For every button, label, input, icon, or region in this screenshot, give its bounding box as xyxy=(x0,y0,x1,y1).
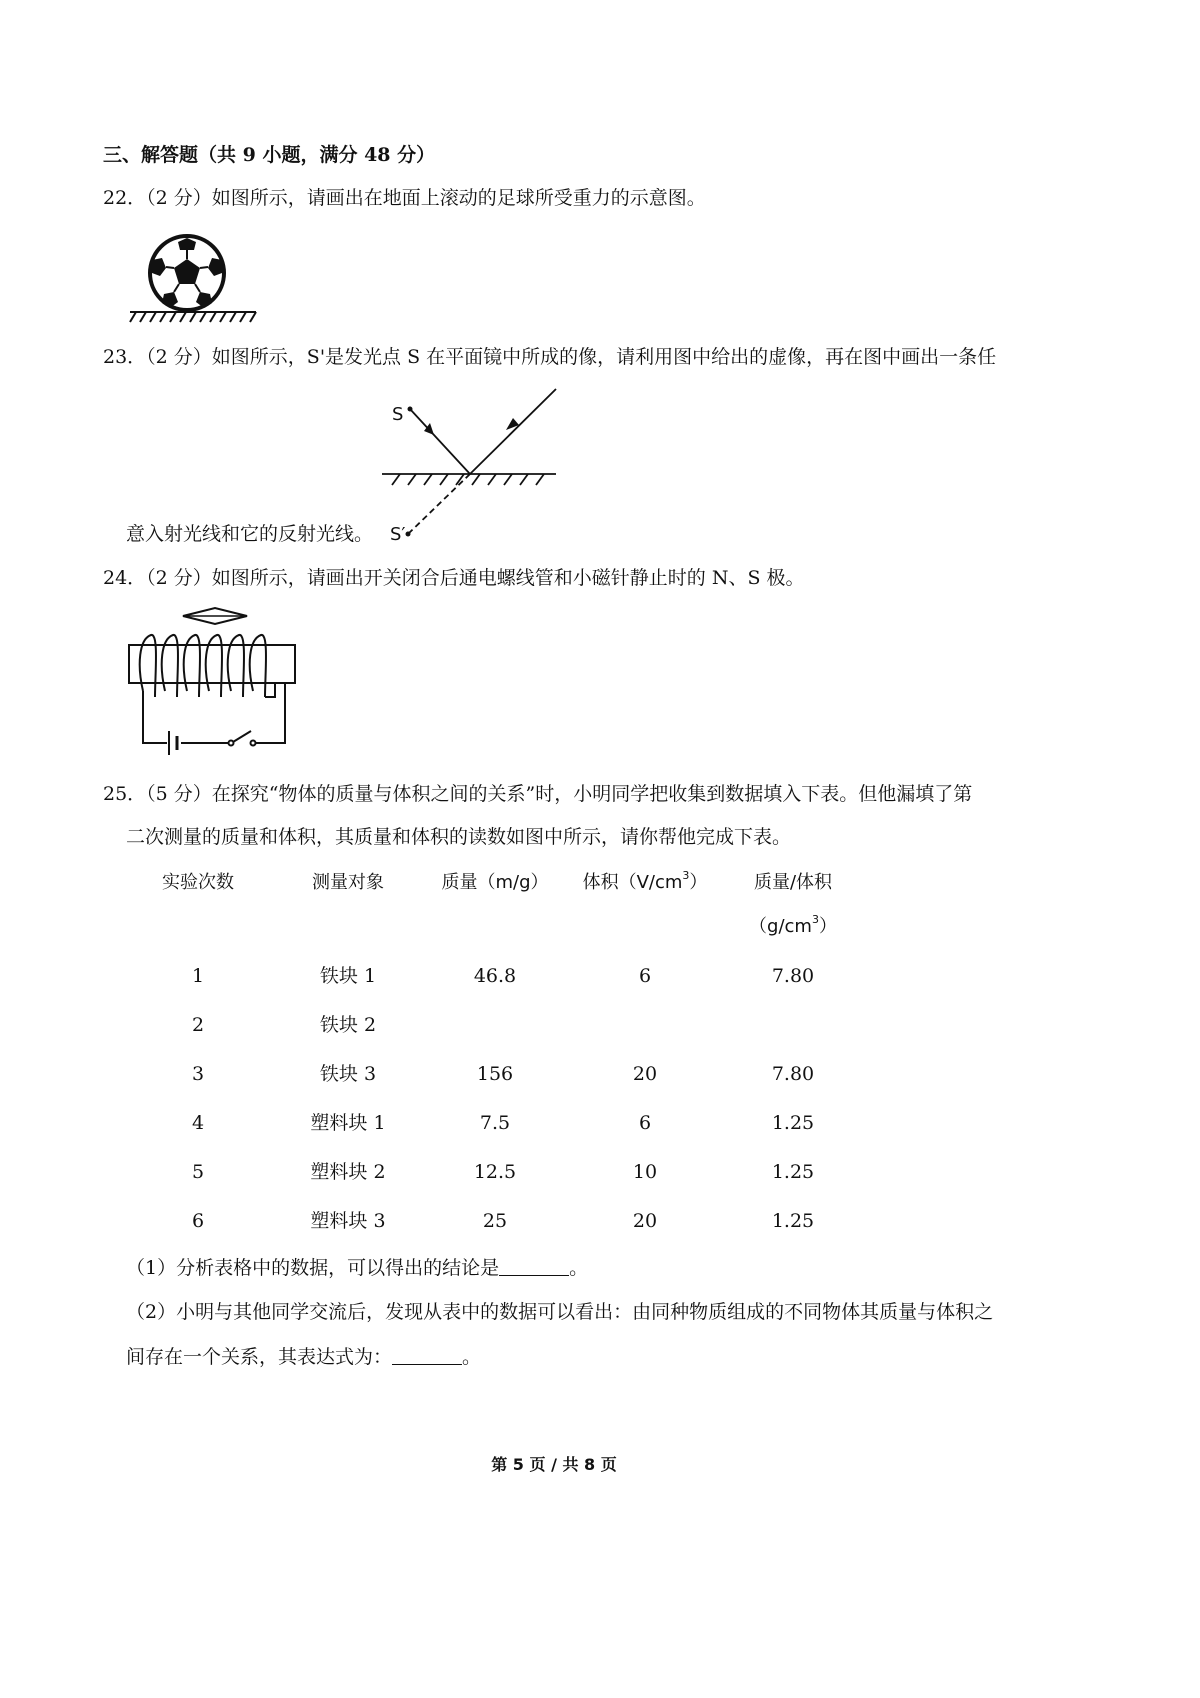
question-23-continuation: 意入射光线和它的反射光线。 xyxy=(126,523,374,545)
sub-question-2-line1: （2）小明与其他同学交流后，发现从表中的数据可以看出：由同种物质组成的不同物体其质量与体积之 xyxy=(126,1301,994,1323)
label-s-image: S′ xyxy=(390,524,406,545)
reflected-ray xyxy=(470,389,556,474)
incident-ray xyxy=(410,409,470,474)
section-title: 三、解答题（共 9 小题，满分 48 分） xyxy=(103,144,436,166)
virtual-ray xyxy=(408,474,470,534)
answer-blank-1[interactable] xyxy=(499,1257,569,1276)
cell-trial: 4 xyxy=(191,1112,205,1134)
table-header-ratio-unit: $(g/cm^3)$ xyxy=(749,913,837,937)
cell-mass: 7.5 xyxy=(479,1112,511,1134)
cell-mass: 46.8 xyxy=(473,965,517,987)
cell-object: 铁块 1 xyxy=(319,965,377,987)
question-23: 23．（2 分）如图所示，S'是发光点 S 在平面镜中所成的像，请利用图中给出的虚像，再在图中画出一条任 xyxy=(103,346,997,368)
cell-ratio: 7.80 xyxy=(771,1063,815,1085)
table-header-volume: 体积$(V/cm^3)$ xyxy=(582,869,708,893)
battery-icon xyxy=(169,731,177,755)
cell-object: 铁块 3 xyxy=(319,1063,377,1085)
question-24: 24．（2 分）如图所示，请画出开关闭合后通电螺线管和小磁针静止时的 N、S 极。 xyxy=(103,567,805,589)
question-25-line1: 25．（5 分）在探究“物体的质量与体积之间的关系”时，小明同学把收集到数据填入下表。但他漏填了第 xyxy=(103,783,973,805)
cell-trial: 1 xyxy=(191,965,205,987)
cell-volume: 6 xyxy=(638,1112,652,1134)
question-22: 22．（2 分）如图所示，请画出在地面上滚动的足球所受重力的示意图。 xyxy=(103,187,706,209)
cell-trial: 2 xyxy=(191,1014,205,1036)
cell-ratio: 1.25 xyxy=(771,1112,815,1134)
solenoid-figure xyxy=(125,605,305,755)
solenoid-core xyxy=(129,645,295,683)
cell-object: 塑料块 2 xyxy=(310,1161,386,1183)
soccer-ball-icon xyxy=(150,236,224,310)
table-header-ratio: 质量/体积 xyxy=(753,872,833,893)
soccer-ball-figure xyxy=(128,232,258,324)
cell-volume: 20 xyxy=(632,1210,658,1232)
table-header-trial: 实验次数 xyxy=(162,872,234,893)
sub-question-2-line2: 间存在一个关系，其表达式为： 。 xyxy=(126,1346,482,1368)
page-footer: 第 5 页 / 共 8 页 xyxy=(491,1455,617,1474)
cell-volume: 10 xyxy=(632,1161,658,1183)
cell-ratio: 7.80 xyxy=(771,965,815,987)
cell-ratio: 1.25 xyxy=(771,1210,815,1232)
cell-trial: 3 xyxy=(191,1063,205,1085)
cell-mass: 25 xyxy=(482,1210,508,1232)
cell-mass: 156 xyxy=(476,1063,514,1085)
cell-object: 塑料块 1 xyxy=(310,1112,386,1134)
table-header-mass: 质量（m/g） xyxy=(441,872,549,893)
circuit-wires xyxy=(143,683,285,743)
cell-trial: 5 xyxy=(191,1161,205,1183)
mirror-figure xyxy=(378,385,578,555)
cell-trial: 6 xyxy=(191,1210,205,1232)
label-s: S xyxy=(392,404,404,425)
answer-blank-2[interactable] xyxy=(392,1346,462,1365)
sub-question-1: （1）分析表格中的数据，可以得出的结论是 。 xyxy=(126,1257,589,1279)
ground-line xyxy=(130,312,256,322)
cell-object: 铁块 2 xyxy=(319,1014,377,1036)
cell-ratio: 1.25 xyxy=(771,1161,815,1183)
switch-icon xyxy=(229,731,256,746)
question-25-line2: 二次测量的质量和体积，其质量和体积的读数如图中所示，请你帮他完成下表。 xyxy=(126,826,792,848)
cell-mass: 12.5 xyxy=(473,1161,517,1183)
cell-volume: 6 xyxy=(638,965,652,987)
table-header-object: 测量对象 xyxy=(312,872,384,893)
cell-volume: 20 xyxy=(632,1063,658,1085)
cell-object: 塑料块 3 xyxy=(310,1210,386,1232)
